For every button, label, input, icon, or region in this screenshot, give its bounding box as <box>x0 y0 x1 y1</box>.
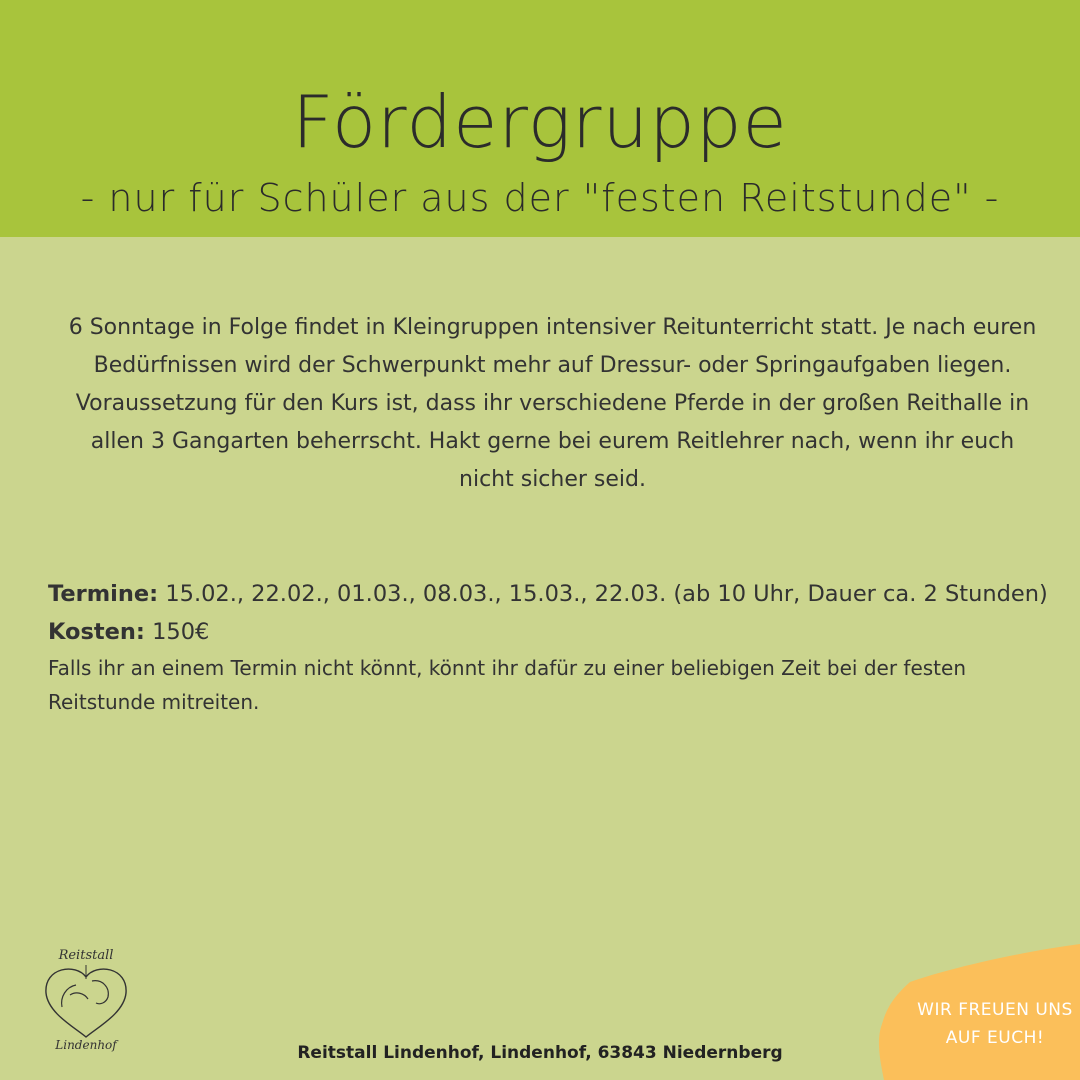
welcome-badge-text <box>905 996 1080 1052</box>
course-details <box>48 575 1048 651</box>
dates-value: 15.02., 22.02., 01.03., 08.03., 15.03., 22.03. (ab 10 Uhr, Dauer ca. 2 Stunden) <box>165 581 1048 607</box>
cost-value: 150€ <box>152 619 210 645</box>
badge-line: WIR FREUEN UNS <box>917 1000 1073 1020</box>
logo-text-bottom: Lindenhof <box>55 1038 117 1052</box>
intro-line: allen 3 Gangarten beherrscht. Hakt gerne bei eurem Reitlehrer nach, wenn ihr euch <box>90 429 1015 454</box>
logo-text-top: Reitstall <box>58 948 114 963</box>
intro-line: 6 Sonntage in Folge findet in Kleingruppen intensiver Reitunterricht statt. Je nach euren <box>68 315 1037 340</box>
intro-paragraph <box>50 309 1055 499</box>
stable-logo <box>36 945 136 1055</box>
absence-note <box>48 651 1038 719</box>
intro-line: Voraussetzung für den Kurs ist, dass ihr verschiedene Pferde in der großen Reithalle in <box>75 391 1030 416</box>
horse-heart-logo-icon <box>36 945 136 1055</box>
footer-address: Reitstall Lindenhof, Lindenhof, 63843 Niedernberg <box>297 1043 783 1063</box>
page-title: Fördergruppe <box>292 80 788 164</box>
intro-line: Bedürfnissen wird der Schwerpunkt mehr auf Dressur- oder Springaufgaben liegen. <box>93 353 1012 378</box>
intro-line: nicht sicher seid. <box>459 467 646 492</box>
cost-row <box>48 613 1048 651</box>
note-line: Falls ihr an einem Termin nicht könnt, könnt ihr dafür zu einer beliebigen Zeit bei der festen <box>48 656 966 680</box>
dates-row <box>48 575 1048 613</box>
note-line: Reitstunde mitreiten. <box>48 690 260 714</box>
page-subtitle: - nur für Schüler aus der "festen Reitstunde" - <box>80 176 1000 220</box>
dates-label: Termine: <box>48 581 159 607</box>
cost-label: Kosten: <box>48 619 145 645</box>
badge-line: AUF EUCH! <box>945 1028 1045 1048</box>
